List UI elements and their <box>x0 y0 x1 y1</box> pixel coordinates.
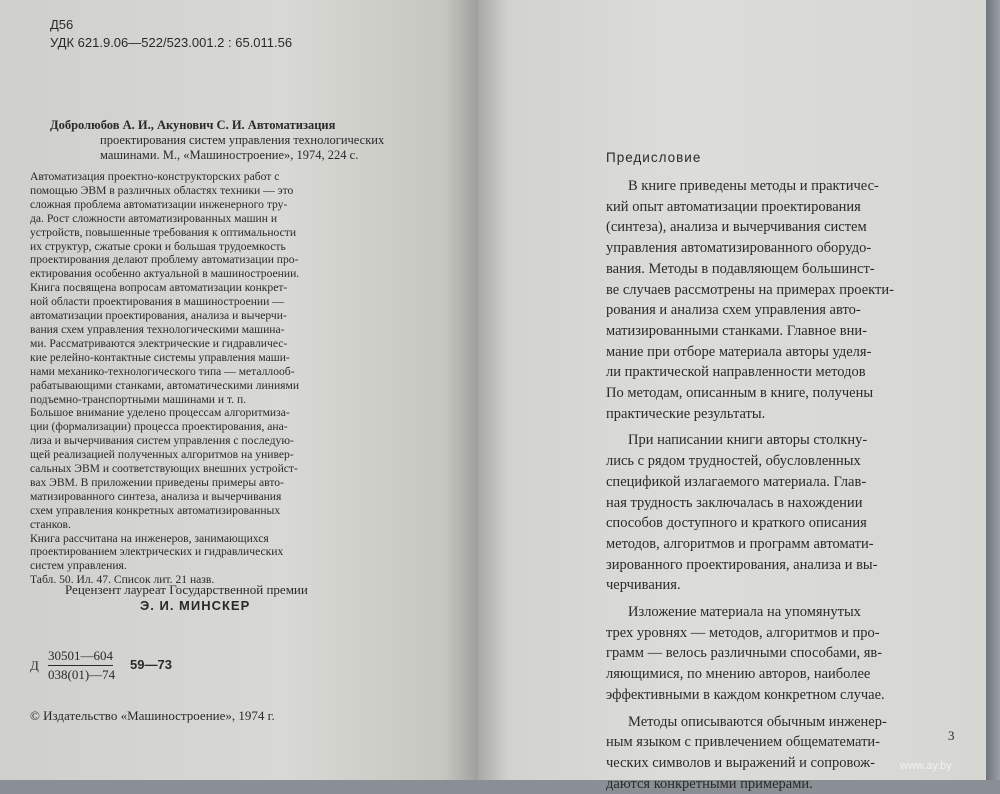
abstract-line: рабатывающими станками, автоматическими линиями <box>30 378 300 392</box>
reviewer-block <box>65 582 308 614</box>
abstract-line: ции (формализации) процесса проектирования, ана- <box>30 420 288 434</box>
preface-line: эффективными в каждом конкретном случае. <box>606 686 885 703</box>
preface-line: ляющимися, по мнению авторов, наиболее <box>606 666 871 683</box>
preface-line: рования и анализа схем управления авто- <box>606 302 861 319</box>
preface-line: По методам, описанным в книге, получены <box>606 385 874 402</box>
abstract-line: систем управления. <box>30 559 127 573</box>
preface-line: вания. Методы в подавляющем большинст- <box>606 260 875 277</box>
preface-body <box>606 176 956 794</box>
preface-line: спецификой излагаемого материала. Глав- <box>606 473 867 490</box>
watermark: www.ay.by <box>900 760 952 772</box>
index-price: 59—73 <box>130 657 172 672</box>
book-edge <box>986 0 1000 780</box>
abstract-text <box>30 170 370 587</box>
preface-line: грамм — велось различными способами, яв- <box>606 645 883 662</box>
abstract-line: Большое внимание уделено процессам алгоритмиза- <box>30 406 290 420</box>
abstract-line: матизированного синтеза, анализа и вычерчивания <box>30 489 282 503</box>
preface-line: (синтеза), анализа и вычерчивания систем <box>606 219 867 236</box>
preface-line: черчивания. <box>606 577 681 594</box>
abstract-line: ной области проектирования в машиностроении — <box>30 295 284 309</box>
preface-line: мание при отборе материала авторы уделя- <box>606 343 872 360</box>
reviewer-label: Рецензент лауреат Государственной премии <box>65 582 308 597</box>
preface-line: даются конкретными примерами. <box>606 775 813 792</box>
preface-line: лись с рядом трудностей, обусловленных <box>606 453 861 470</box>
preface-line: методов, алгоритмов и программ автомати- <box>606 535 874 552</box>
abstract-line: вания схем управления технологическими машина- <box>30 322 285 336</box>
abstract-line: вах ЭВМ. В приложении приведены примеры авто- <box>30 475 284 489</box>
abstract-line: лиза и вычерчивания систем управления с последую- <box>30 434 294 448</box>
udk-code: УДК 621.9.06—522/523.001.2 : 65.011.56 <box>50 35 293 50</box>
abstract-line: ектирования особенно актуальной в машиностроении. <box>30 267 300 281</box>
preface-line: кий опыт автоматизации проектирования <box>606 198 861 215</box>
abstract-line: станков. <box>30 517 71 531</box>
abstract-line: нами механико-технологического типа — металлооб- <box>30 364 295 378</box>
abstract-line: проектирования делают проблему автоматизации про- <box>30 253 299 267</box>
left-page <box>0 0 478 780</box>
abstract-line: Книга посвящена вопросам автоматизации конкрет- <box>30 281 288 295</box>
abstract-line: сальных ЭВМ и соответствующих внешних устройст- <box>30 462 298 476</box>
preface-line: трех уровнях — методов, алгоритмов и про- <box>606 624 880 641</box>
page-number: 3 <box>948 728 955 743</box>
abstract-line: устройств, повышенные требования к оптимальности <box>30 225 297 239</box>
citation-line: Добролюбов А. И., Акунович С. И. Автоматизация <box>50 118 336 132</box>
preface-line: ная трудность заключалась в нахождении <box>606 494 863 511</box>
citation-line: машинами. М., «Машиностроение», 1974, 224 с. <box>100 148 359 162</box>
abstract-line: их структур, сжатые сроки и большая трудоемкость <box>30 239 286 253</box>
abstract-line: Табл. 50. Ил. 47. Список лит. 21 назв. <box>30 573 215 587</box>
abstract-line: Автоматизация проектно-конструкторских работ с <box>30 170 280 183</box>
preface-line: способов доступного и краткого описания <box>606 515 867 532</box>
preface-line: матизированными станками. Главное вни- <box>606 322 867 339</box>
abstract-line: сложная проблема автоматизации инженерного тру- <box>30 197 288 211</box>
index-numerator: 30501—604 <box>48 648 113 666</box>
preface-line: При написании книги авторы столкну- <box>628 432 868 449</box>
preface-line: практические результаты. <box>606 405 766 422</box>
abstract-line: ми. Рассматриваются электрические и гидравличес- <box>30 336 288 350</box>
abstract-line: да. Рост сложности автоматизированных машин и <box>30 211 278 225</box>
preface-line: зированного проектирования, анализа и вы- <box>606 556 878 573</box>
abstract-line: Книга рассчитана на инженеров, занимающихся <box>30 531 269 545</box>
citation-line: проектирования систем управления технологических <box>100 133 385 147</box>
preface-line: ли практической направленности методов <box>606 364 866 381</box>
classification-codes <box>50 16 292 52</box>
abstract-line: щей реализацией полученных алгоритмов на универ- <box>30 448 294 462</box>
abstract-line: кие релейно-контактные системы управления маши- <box>30 350 290 364</box>
abstract-line: схем управления конкретных автоматизированных <box>30 503 281 517</box>
bbk-code: Д56 <box>50 17 74 32</box>
preface-line: В книге приведены методы и практичес- <box>628 178 879 194</box>
abstract-line: помощью ЭВМ в различных областях техники — это <box>30 183 294 197</box>
abstract-line: проектированием электрических и гидравлических <box>30 545 284 559</box>
preface-line: Изложение материала на упомянутых <box>628 604 861 621</box>
preface-title: Предисловие <box>606 150 702 165</box>
bibliographic-citation <box>50 118 385 163</box>
abstract-line: подъемно-транспортными машинами и т. п. <box>30 392 247 406</box>
index-denominator: 038(01)—74 <box>48 667 116 682</box>
preface-line: ве случаев рассмотрены на примерах проекти- <box>606 281 894 298</box>
preface-line: ным языком с привлечением общематемати- <box>606 734 881 751</box>
preface-line: Методы описываются обычным инженер- <box>628 713 887 730</box>
preface-line: управления автоматизированного оборудо- <box>606 240 872 257</box>
copyright-line: © Издательство «Машиностроение», 1974 г. <box>30 708 275 723</box>
index-letter: Д <box>30 658 39 673</box>
abstract-line: автоматизации проектирования, анализа и вычерчи- <box>30 309 287 323</box>
preface-line: ческих символов и выражений и сопровож- <box>606 754 875 771</box>
reviewer-name: Э. И. МИНСКЕР <box>140 598 251 613</box>
